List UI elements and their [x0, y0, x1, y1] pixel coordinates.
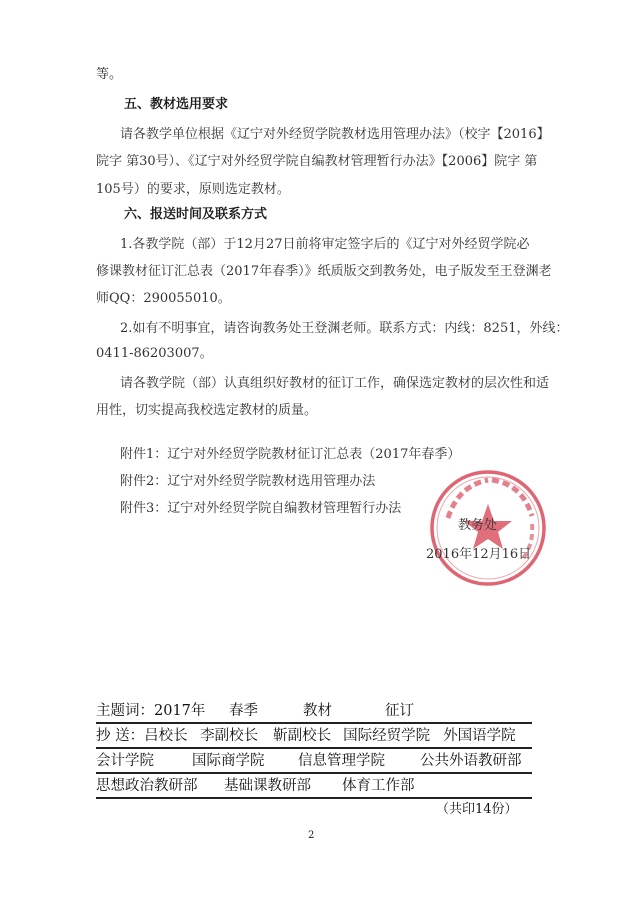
section-5-text: 105号）的要求，原则选定教材。 — [96, 182, 290, 197]
footer-rule — [96, 722, 532, 724]
cc-recipient: 国际经贸学院 — [343, 728, 431, 744]
section-5-text: 院字 第30号）、《辽宁对外经贸学院自编教材管理暂行办法》【2006】院字 第 — [96, 154, 538, 169]
section-6-heading: 六、报送时间及联系方式 — [124, 207, 268, 222]
section-6-text: 用性，切实提高我校选定教材的质量。 — [96, 403, 318, 418]
section-6-text: 1.各教学院（部）于12月27日前将审定签字后的《辽宁对外经贸学院必 — [120, 237, 530, 252]
issue-date: 2016年12月16日 — [426, 547, 532, 562]
subject-word: 春季 — [229, 703, 258, 719]
section-5-text: 请各教学单位根据《辽宁对外经贸学院教材选用管理办法》（校字【2016】 — [120, 127, 550, 142]
cc-recipient: 会计学院 — [96, 753, 154, 769]
body-line-continued: 等。 — [96, 67, 123, 82]
subject-word: 征订 — [385, 703, 414, 719]
footer-rule — [96, 772, 532, 774]
section-6-text: 请各教学院（部）认真组织好教材的征订工作，确保选定教材的层次性和适 — [120, 376, 550, 391]
subject-words-row — [96, 702, 414, 720]
attachment-2: 附件2：辽宁对外经贸学院教材选用管理办法 — [120, 474, 376, 489]
cc-recipient: 信息管理学院 — [298, 753, 385, 769]
subject-word: 教材 — [303, 703, 332, 719]
section-5-heading: 五、教材选用要求 — [124, 97, 229, 112]
copies-count: （共印14份） — [436, 802, 518, 817]
cc-recipient: 国际商学院 — [192, 753, 265, 769]
cc-recipient: 公共外语教研部 — [420, 753, 522, 769]
cc-row-2 — [96, 752, 522, 770]
cc-recipient: 李副校长 — [200, 728, 259, 744]
cc-recipient: 外国语学院 — [443, 728, 516, 744]
cc-row-1 — [96, 727, 516, 745]
section-6-text: 修课教材征订汇总表（2017年春季）》纸质版交到教务处，电子版发至王登渊老 — [96, 264, 552, 279]
cc-recipient: 基础课教研部 — [224, 778, 311, 794]
cc-recipient: 体育工作部 — [342, 778, 415, 794]
cc-row-3 — [96, 777, 415, 795]
section-6-text: 师QQ：290055010。 — [96, 291, 231, 306]
page-number: 2 — [308, 830, 315, 841]
attachment-1: 附件1：辽宁对外经贸学院教材征订汇总表（2017年春季） — [120, 447, 461, 462]
cc-recipient: 思想政治教研部 — [96, 778, 198, 794]
attachment-3: 附件3：辽宁对外经贸学院自编教材管理暂行办法 — [120, 501, 402, 516]
cc-label: 抄 送： — [96, 728, 145, 744]
cc-recipient: 靳副校长 — [273, 728, 332, 744]
cc-recipient: 吕校长 — [144, 728, 188, 744]
footer-rule — [96, 747, 532, 749]
subject-word: 2017年 — [154, 703, 206, 719]
footer-rule — [96, 797, 532, 799]
section-6-text: 2.如有不明事宜，请咨询教务处王登渊老师。联系方式：内线：8251，外线： — [120, 321, 569, 336]
signer-name: 教务处 — [458, 518, 498, 533]
subject-label: 主题词： — [96, 703, 154, 719]
section-6-text: 0411-86203007。 — [96, 346, 213, 361]
